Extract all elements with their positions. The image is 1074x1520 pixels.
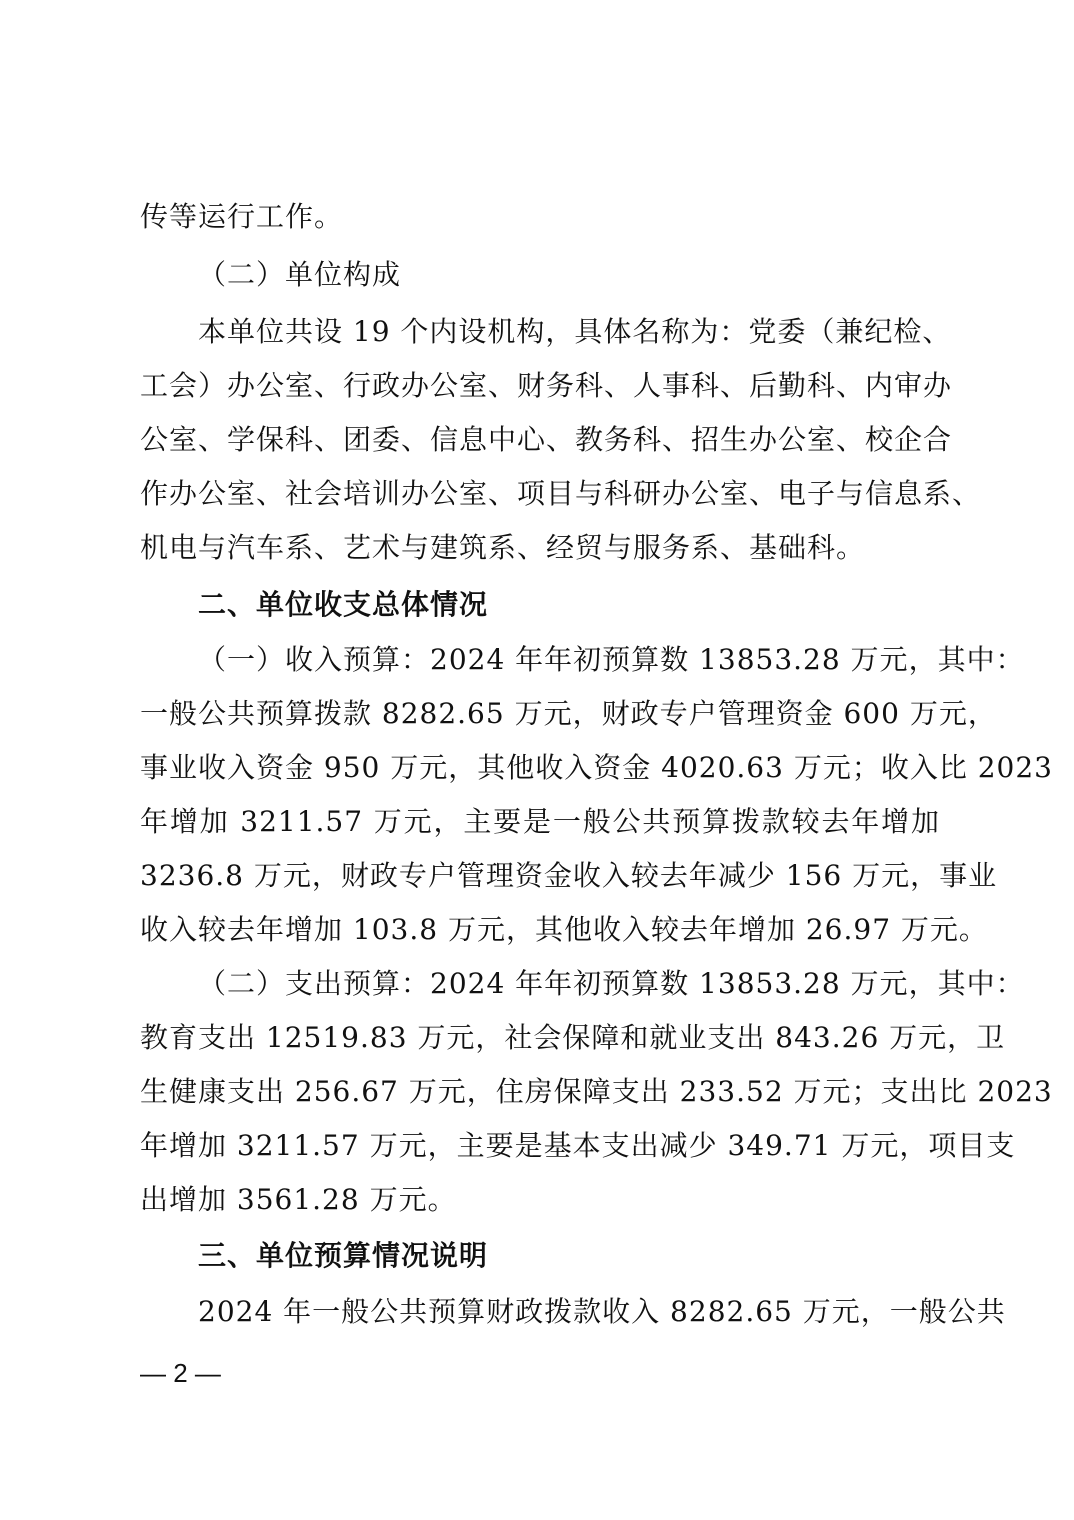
paragraph-line: 本单位共设 19 个内设机构，具体名称为：党委（兼纪检、	[198, 315, 952, 348]
paragraph-line: 传等运行工作。	[140, 200, 344, 233]
subsection-heading: （二）单位构成	[198, 258, 402, 291]
paragraph-line: （一）收入预算：2024 年年初预算数 13853.28 万元，其中：	[198, 643, 1025, 676]
section-heading: 二、单位收支总体情况	[198, 588, 489, 621]
paragraph-line: 一般公共预算拨款 8282.65 万元，财政专户管理资金 600 万元，	[140, 697, 997, 730]
paragraph-line: 机电与汽车系、艺术与建筑系、经贸与服务系、基础科。	[140, 531, 866, 564]
paragraph-line: 年增加 3211.57 万元，主要是一般公共预算拨款较去年增加	[140, 805, 940, 838]
paragraph-line: 2024 年一般公共预算财政拨款收入 8282.65 万元，一般公共	[198, 1295, 1006, 1328]
paragraph-line: 收入较去年增加 103.8 万元，其他收入较去年增加 26.97 万元。	[140, 913, 988, 946]
paragraph-line: 公室、学保科、团委、信息中心、教务科、招生办公室、校企合	[140, 423, 953, 456]
section-heading: 三、单位预算情况说明	[198, 1239, 489, 1272]
paragraph-line: 出增加 3561.28 万元。	[140, 1183, 457, 1216]
paragraph-line: 教育支出 12519.83 万元，社会保障和就业支出 843.26 万元，卫	[140, 1021, 1006, 1054]
paragraph-line: 生健康支出 256.67 万元，住房保障支出 233.52 万元；支出比 2023	[140, 1075, 1053, 1108]
paragraph-line: 年增加 3211.57 万元，主要是基本支出减少 349.71 万元，项目支	[140, 1129, 1016, 1162]
paragraph-line: （二）支出预算：2024 年年初预算数 13853.28 万元，其中：	[198, 967, 1025, 1000]
paragraph-line: 3236.8 万元，财政专户管理资金收入较去年减少 156 万元，事业	[140, 859, 998, 892]
paragraph-line: 工会）办公室、行政办公室、财务科、人事科、后勤科、内审办	[140, 369, 953, 402]
paragraph-line: 作办公室、社会培训办公室、项目与科研办公室、电子与信息系、	[140, 477, 982, 510]
page-number: — 2 —	[140, 1358, 221, 1388]
paragraph-line: 事业收入资金 950 万元，其他收入资金 4020.63 万元；收入比 2023	[140, 751, 1053, 784]
